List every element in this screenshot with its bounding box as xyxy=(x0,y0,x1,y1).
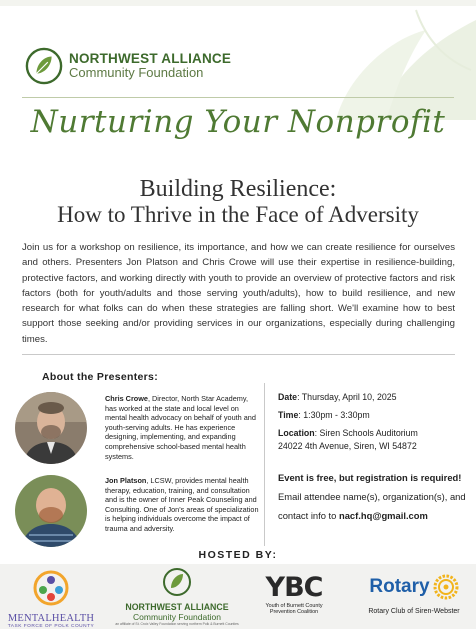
rotary-logo-text: Rotary xyxy=(369,576,430,597)
section-divider xyxy=(22,354,455,355)
org-subtitle: Community Foundation xyxy=(69,65,204,81)
series-title: Nurturing Your Nonprofit xyxy=(30,104,446,140)
presenter-name-chris: Chris Crowe xyxy=(105,394,148,403)
header-divider xyxy=(22,97,454,98)
registration-info xyxy=(278,468,468,525)
presenter-photo-chris xyxy=(15,392,87,464)
leaf-icon xyxy=(162,567,192,597)
presenters-heading: About the Presenters: xyxy=(42,371,158,383)
ybc-sub1: Youth of Burnett County xyxy=(265,603,323,609)
sponsor-mental-health xyxy=(0,564,102,629)
nw-sponsor-fine: an affiliate of St. Croix Valley Foundation serving northern Polk & Burnett Counties xyxy=(115,622,239,626)
event-time xyxy=(278,409,468,422)
presenter-bio-jon xyxy=(105,476,260,534)
registration-text: Email attendee name(s), organization(s), and contact info to xyxy=(278,491,466,521)
column-divider xyxy=(264,383,265,546)
sponsor-northwest-alliance xyxy=(112,564,242,626)
mental-health-name: MENTALHEALTH xyxy=(7,613,95,624)
event-date xyxy=(278,391,468,404)
presenter-bio-chris xyxy=(105,394,260,461)
location-value: : Siren Schools Auditorium xyxy=(314,428,418,438)
mental-health-sub: TASK FORCE OF POLK COUNTY xyxy=(7,624,95,629)
event-address: 24022 4th Avenue, Siren, WI 54872 xyxy=(278,441,417,451)
header-logo xyxy=(25,46,231,86)
event-location xyxy=(278,427,468,440)
presenter-bio-text-chris: , Director, North Star Academy, has worked at the state and local level on mental health advocacy on behalf of youth and youth-serving adults. He has experience designing, implementing, and expanding comprehensive school-based mental health systems. xyxy=(105,394,256,461)
registration-bold: Event is free, but registration is required! xyxy=(278,472,462,483)
sponsor-footer xyxy=(0,564,476,629)
nw-sponsor-sub: Community Foundation xyxy=(133,612,221,622)
time-value: : 1:30pm - 3:30pm xyxy=(298,410,370,420)
rotary-sub: Rotary Club of Siren-Webster xyxy=(368,608,460,615)
registration-email[interactable]: nacf.hq@gmail.com xyxy=(338,510,428,521)
time-label: Time xyxy=(278,410,299,420)
event-title-line1: Building Resilience: xyxy=(139,176,337,202)
date-label: Date xyxy=(278,392,298,402)
leaf-icon xyxy=(25,47,63,85)
ybc-logo: YBC xyxy=(265,572,323,603)
event-title-line2: How to Thrive in the Face of Adversity xyxy=(57,202,419,227)
leaf-decoration-icon xyxy=(276,0,476,120)
intro-paragraph: Join us for a workshop on resilience, its importance, and how we can create resilience for ourselves and others. Presenters Jon Platson and Chris Crowe will use their expertise in resilience-building, protective factors, and working directly with youth to provide an overview of protective factors and risk factors (both for youth/adults and those serving youth/adults), how to build resilience, and new research for what folks can do when these strategies are falling short. We'll examine how to best support those seeking and/or providing services in our organizations, especially during challenging times. xyxy=(22,242,455,345)
mental-health-logo-icon xyxy=(31,568,71,608)
presenter-name-jon: Jon Platson xyxy=(105,476,147,485)
ybc-sub2: Prevention Coalition xyxy=(269,609,319,615)
org-name: NORTHWEST ALLIANCE xyxy=(69,51,232,67)
nw-sponsor-name: NORTHWEST ALLIANCE xyxy=(125,602,229,612)
rotary-wheel-icon xyxy=(433,574,459,600)
hosted-by-heading: HOSTED BY: xyxy=(198,549,278,561)
sponsor-rotary xyxy=(352,564,476,615)
sponsor-ybc xyxy=(240,564,348,615)
presenter-bio-text-jon: , LCSW, provides mental health therapy, education, training, and consultation and is the owner of Inner Peak Counseling and Consulting. One of Jon's areas of specialization is helping individuals overcome the impact of trauma and adversity. xyxy=(105,476,259,533)
event-details xyxy=(278,391,468,453)
location-label: Location xyxy=(278,428,315,438)
presenter-photo-jon xyxy=(15,475,87,547)
date-value: : Thursday, April 10, 2025 xyxy=(297,392,397,402)
